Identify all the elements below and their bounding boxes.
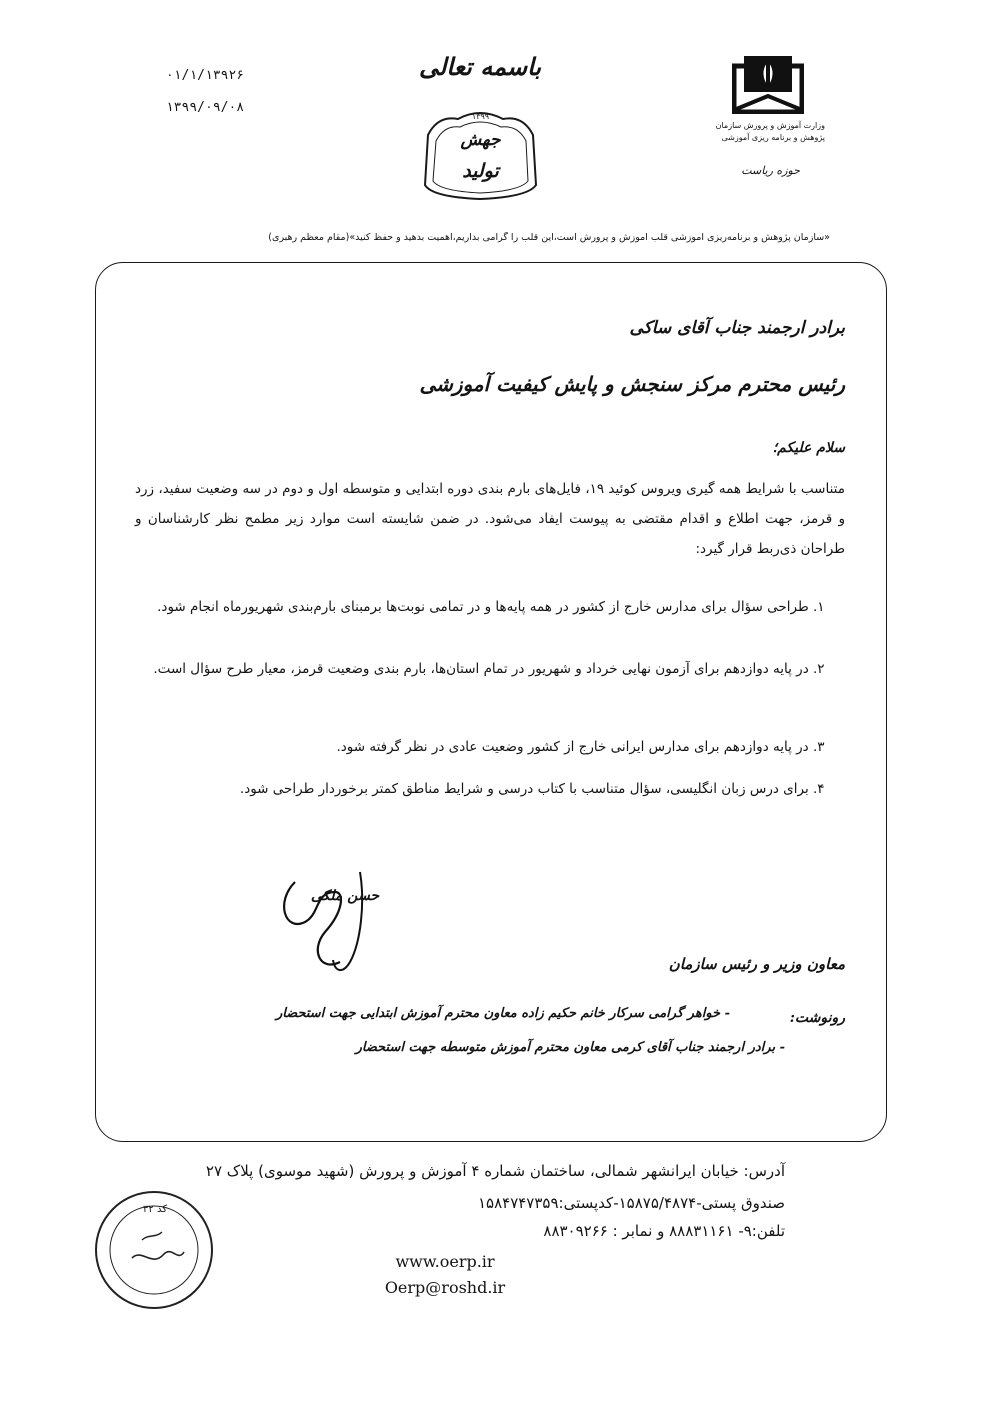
footer-website: www.oerp.ir xyxy=(395,1252,495,1271)
stamp-text-bottom: تولید xyxy=(462,160,499,182)
addressee-title: رئیس محترم مرکز سنجش و پایش کیفیت آموزشی xyxy=(419,372,845,396)
letter-body: متناسب با شرایط همه گیری ویروس کوئید ۱۹، فایل‌های بارم بندی دوره ابتدایی و متوسطه اول و دوم در سه وضعیت سفید، زرد و قرمز، جهت اطلاع و اقدام مقتضی به پیوست ایفاد می‌شود. در ضمن شایسته است موارد زیر مطمح نظر کارشناسان و طراحان ذی‌ربط قرار گیرد: xyxy=(135,481,845,557)
bismillah-heading: باسمه تعالی xyxy=(418,52,542,81)
list-item: ۳. در پایه دوازدهم برای مدارس ایرانی خارج از کشور وضعیت عادی در نظر گرفته شود. xyxy=(336,739,825,755)
letter-number: ۰۱/۱/۱۳۹۲۶ xyxy=(165,68,245,83)
footer-email: Oerp@roshd.ir xyxy=(384,1278,506,1297)
stamp-text-top: جهش xyxy=(460,130,501,150)
signature-icon xyxy=(265,862,395,982)
footer-pobox: صندوق پستی-۱۵۸۷۵/۴۸۷۴-کدپستی:۱۵۸۴۷۴۷۳۵۹ xyxy=(477,1194,785,1212)
list-item: ۱. طراحی سؤال برای مدارس خارج از کشور در همه پایه‌ها و در تمامی نوبت‌ها برمبنای بارم‌بندی شهریورماه انجام شود. xyxy=(157,599,825,615)
letter-date: ۱۳۹۹/۰۹/۰۸ xyxy=(165,100,245,115)
stamp-year: ۱۳۹۹ xyxy=(471,112,490,121)
office-name: حوزه ریاست xyxy=(741,164,800,177)
cc-recipient: - خواهر گرامی سرکار خانم حکیم زاده معاون محترم آموزش ابتدایی جهت استحضار xyxy=(275,1006,730,1021)
signatory-title: معاون وزیر و رئیس سازمان xyxy=(668,955,845,973)
footer-phone: تلفن:۹- ۸۸۸۳۱۱۶۱ و نمابر : ۸۸۳۰۹۲۶۶ xyxy=(543,1222,785,1240)
addressee-name: برادر ارجمند جناب آقای ساکی xyxy=(629,318,845,338)
slogan: «سازمان پژوهش و برنامه‌ریزی آموزشی قلب آموزش و پرورش است،این قلب را گرامی بداریم،اهمیت بدهید و حفظ کنید»(مقام معظم رهبری) xyxy=(268,232,830,243)
cc-label: رونوشت: xyxy=(789,1010,845,1026)
stamp-code: کد ۳۲ xyxy=(143,1204,167,1215)
list-item: ۲. در پایه دوازدهم برای آزمون نهایی خرداد و شهریور در تمام استان‌ها، بارم بندی وضعیت قرمز، معیار طرح سؤال است. xyxy=(153,661,825,677)
list-item: ۴. برای درس زبان انگلیسی، سؤال متناسب با کتاب درسی و شرایط مناطق کمتر برخوردار طراحی شود. xyxy=(239,781,825,797)
greeting: سلام علیکم؛ xyxy=(772,440,845,456)
footer-address: آدرس: خیابان ایرانشهر شمالی، ساختمان شماره ۴ آموزش و پرورش (شهید موسوی) پلاک ۲۷ xyxy=(205,1162,785,1180)
signatory-name: حسن ملکی xyxy=(310,888,380,904)
organization-name: وزارت آموزش و پرورش سازمان پژوهش و برنامه ریزی آموزشی xyxy=(715,121,825,142)
cc-recipient: - برادر ارجمند جناب آقای کرمی معاون محترم آموزش متوسطه جهت استحضار xyxy=(355,1040,785,1055)
ministry-emblem-icon xyxy=(732,52,804,114)
